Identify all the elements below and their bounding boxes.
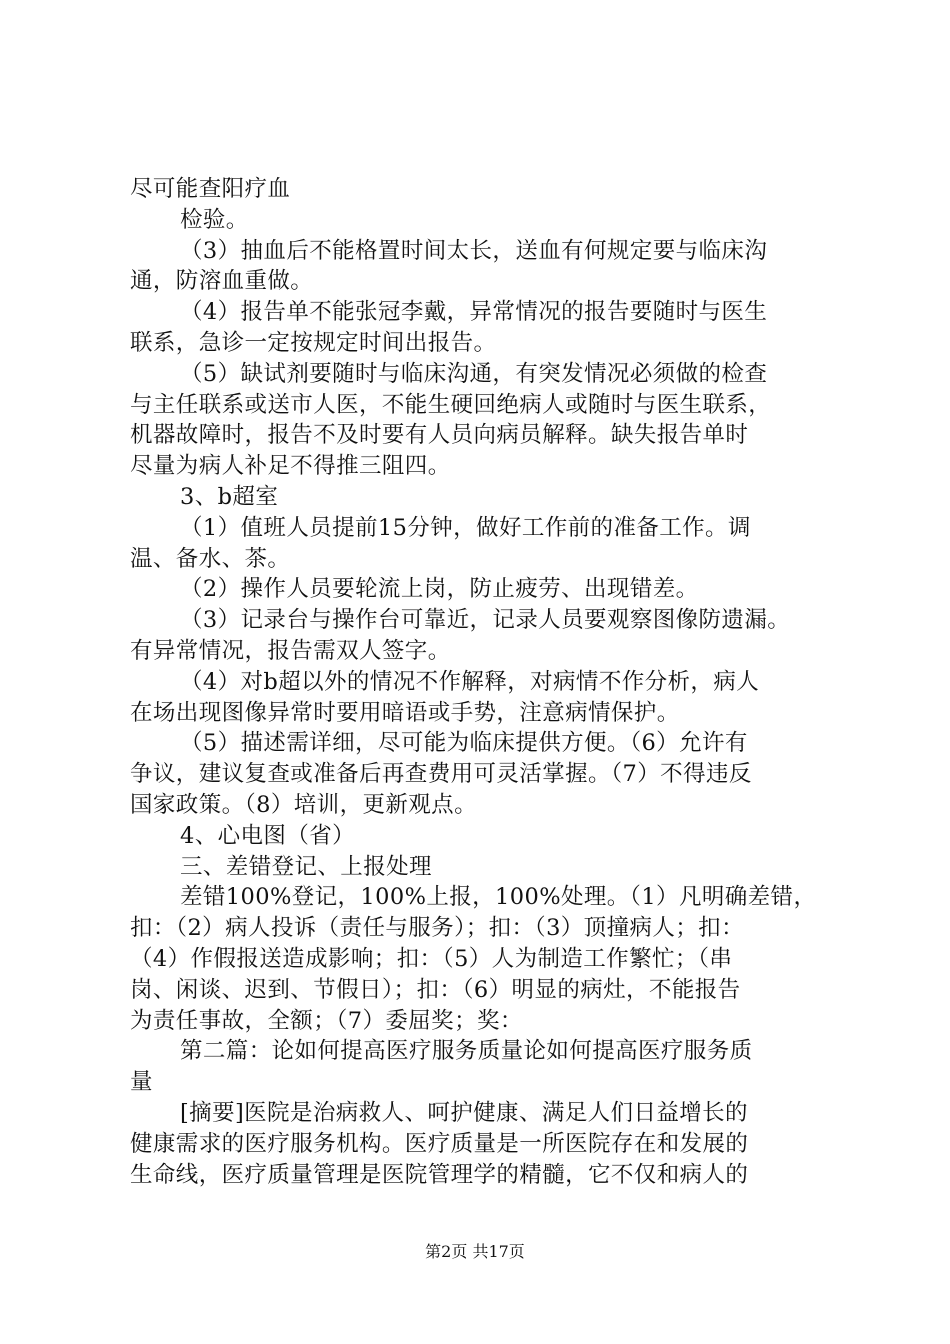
text-line: 有异常情况，报告需双人签字。 xyxy=(130,637,451,664)
text-line: 生命线，医疗质量管理是医院管理学的精髓，它不仅和病人的 xyxy=(130,1161,749,1188)
text-line: 为责任事故，全额；（7）委屈奖；奖： xyxy=(130,1007,523,1034)
text-line: [摘要]医院是治病救人、呵护健康、满足人们日益增长的 xyxy=(180,1099,748,1126)
text-line: 3、b超室 xyxy=(180,483,279,510)
text-line: 4、心电图（省） xyxy=(180,822,356,849)
text-line: 通，防溶血重做。 xyxy=(130,268,314,295)
text-line: （5）缺试剂要随时与临床沟通，有突发情况必须做的检查 xyxy=(180,360,768,387)
text-line: 扣：（2）病人投诉（责任与服务）；扣：（3）顶撞病人；扣： xyxy=(130,915,744,942)
text-line: 三、差错登记、上报处理 xyxy=(180,853,432,880)
document-body xyxy=(130,174,835,1190)
text-line: （1）值班人员提前15分钟，做好工作前的准备工作。调 xyxy=(180,514,751,541)
text-line: （4）对b超以外的情况不作解释，对病情不作分析，病人 xyxy=(180,668,760,695)
text-line: 量 xyxy=(130,1069,153,1096)
text-line: 争议，建议复查或准备后再查费用可灵活掌握。（7）不得违反 xyxy=(130,761,752,788)
text-line: 尽可能查阳疗血 xyxy=(130,176,291,202)
text-line: 第二篇：论如何提高医疗服务质量论如何提高医疗服务质 xyxy=(180,1038,753,1065)
text-line: （4）作假报送造成影响；扣：（5）人为制造工作繁忙；（串 xyxy=(130,945,733,972)
text-line: 差错100%登记，100%上报，100%处理。（1）凡明确差错， xyxy=(180,884,817,911)
text-line: （3）抽血后不能格置时间太长，送血有何规定要与临床沟 xyxy=(180,237,768,264)
text-line: （5）描述需详细，尽可能为临床提供方便。（6）允许有 xyxy=(180,730,748,757)
text-line: 尽量为病人补足不得推三阻四。 xyxy=(130,453,451,480)
text-line: 在场出现图像异常时要用暗语或手势，注意病情保护。 xyxy=(130,699,680,726)
text-line: 联系，急诊一定按规定时间出报告。 xyxy=(130,329,497,356)
text-line: （3）记录台与操作台可靠近，记录人员要观察图像防遗漏。 xyxy=(180,607,791,634)
text-line: 岗、闲谈、迟到、节假日）；扣：（6）明显的病灶，不能报告 xyxy=(130,976,741,1003)
text-line: 健康需求的医疗服务机构。医疗质量是一所医院存在和发展的 xyxy=(130,1130,749,1157)
text-line: 机器故障时，报告不及时要有人员向病员解释。缺失报告单时 xyxy=(130,422,749,449)
text-line: （2）操作人员要轮流上岗，防止疲劳、出现错差。 xyxy=(180,576,699,603)
page-footer: 第2页 共17页 xyxy=(425,1242,525,1261)
text-line: 与主任联系或送市人医，不能生硬回绝病人或随时与医生联系， xyxy=(130,391,772,418)
text-line: 国家政策。（8）培训，更新观点。 xyxy=(130,791,477,818)
text-line: （4）报告单不能张冠李戴，异常情况的报告要随时与医生 xyxy=(180,299,768,326)
text-line: 温、备水、茶。 xyxy=(130,545,291,572)
text-line: 检验。 xyxy=(180,206,249,233)
